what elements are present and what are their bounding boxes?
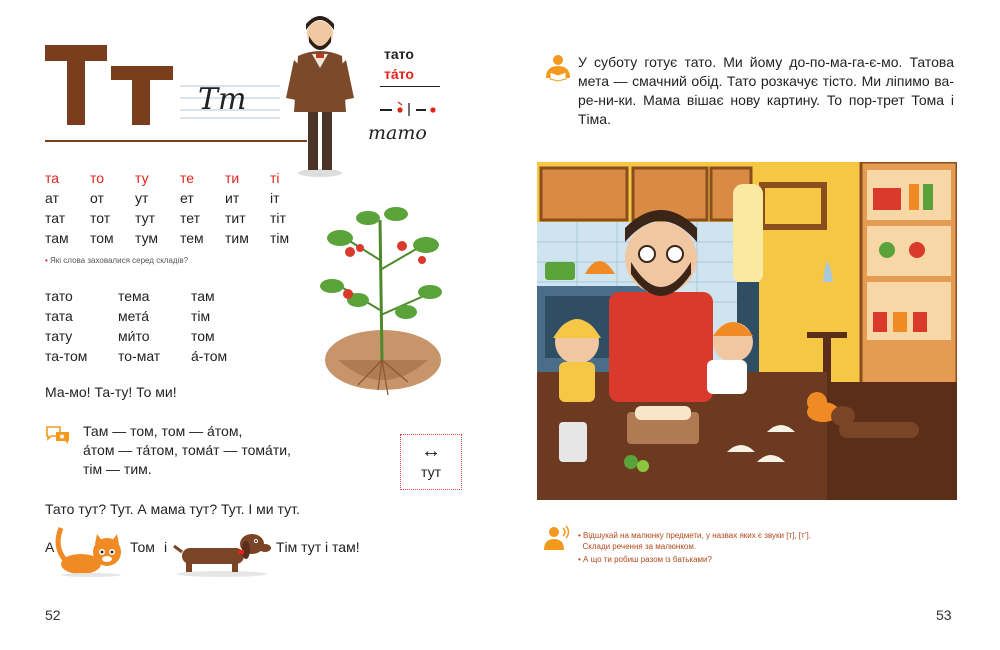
father-illustration <box>280 8 360 178</box>
syllable-row <box>45 208 315 228</box>
syllable: ті <box>270 170 280 186</box>
syllable: то <box>90 170 105 186</box>
word-item: мета́ <box>118 308 149 324</box>
syllable: ит <box>225 190 240 206</box>
syllable: ат <box>45 190 59 206</box>
page-number-left: 52 <box>45 607 61 623</box>
page-number-right: 53 <box>936 607 952 623</box>
syllable-scheme <box>378 100 438 118</box>
syllable-row <box>45 188 315 208</box>
word-item: ми́то <box>118 328 150 344</box>
syllable: те <box>180 170 195 186</box>
syllable: том <box>90 230 114 246</box>
syllable: тат <box>45 210 66 226</box>
word-tato-stressed: та́то <box>384 66 414 82</box>
word-item: тату <box>45 328 73 344</box>
word-item: там <box>191 288 215 304</box>
title-underline <box>45 140 307 142</box>
rebus-end: Тім тут і там! <box>276 539 360 555</box>
syllable: тіт <box>270 210 286 226</box>
story-text: У суботу готує тато. Ми йому до-по-ма-га-є-мо. Татова мета — смачний обід. Тато розкачує тісто. Ми ліпимо ва-ре-ни-ки. Мама вішає нову картину. То пор-трет Тома і Тіма. <box>578 54 954 127</box>
word-item: тата <box>45 308 73 324</box>
kitchen-illustration <box>537 162 957 500</box>
syllable: тут <box>135 210 155 226</box>
task-3: • А що ти робиш разом із батьками? <box>578 555 712 564</box>
syllable: тім <box>270 230 290 246</box>
speech-bubble-icon <box>45 424 71 446</box>
word-item: том <box>191 328 215 344</box>
syllable: тим <box>225 230 249 246</box>
letter-t-print <box>45 40 175 135</box>
syllable: ти <box>225 170 240 186</box>
tomato-plant-illustration <box>318 200 448 400</box>
listening-person-icon <box>543 524 571 552</box>
syllable: тит <box>225 210 246 226</box>
word-grid <box>45 286 264 366</box>
syllable: тум <box>135 230 159 246</box>
tut-word: тут <box>421 464 441 480</box>
dog-illustration <box>172 522 272 578</box>
cat-illustration <box>55 518 127 578</box>
syllable: тот <box>90 210 111 226</box>
task-instructions <box>578 530 811 565</box>
hidden-words-note: • Які слова заховалися серед складів? <box>45 256 189 265</box>
pair-line: тім — тим. <box>83 461 152 477</box>
reading-person-icon <box>543 52 573 82</box>
exclamation-line: Ма-мо! Та-ту! То ми! <box>45 384 177 400</box>
rebus-tom: Том <box>130 539 155 555</box>
syllable-row <box>45 228 315 248</box>
word-item: тема <box>118 288 150 304</box>
word-item: то-мат <box>118 348 161 364</box>
word-item: а́-том <box>191 348 228 364</box>
letter-t-cursive: Тт <box>198 82 247 117</box>
sentence-line: Тато тут? Тут. А мама тут? Тут. І ми тут. <box>45 501 300 517</box>
task-1: • Відшукай на малюнку предмети, у назвах яких є звуки [т], [т’]. <box>578 531 811 540</box>
syllable: там <box>45 230 69 246</box>
task-2: Склади речення за малюнком. <box>582 542 697 551</box>
syllable: іт <box>270 190 280 206</box>
syllable: тем <box>180 230 204 246</box>
word-cursive: тато <box>368 122 427 144</box>
syllable: та <box>45 170 60 186</box>
tut-reversal-box <box>400 434 462 490</box>
pair-line: а́том — та́том, тома́т — тома́ти, <box>83 442 291 458</box>
word-item: тато <box>45 288 73 304</box>
rebus-a: А <box>45 539 55 555</box>
syllable-table <box>45 168 315 248</box>
syllable: ту <box>135 170 149 186</box>
word-item: та-том <box>45 348 88 364</box>
syllable: тет <box>180 210 200 226</box>
word-underline <box>380 86 440 87</box>
syllable-row <box>45 168 315 188</box>
pair-line: Там — том, том — а́том, <box>83 423 243 439</box>
word-item: тім <box>191 308 211 324</box>
word-tato: тато <box>384 46 414 62</box>
syllable: от <box>90 190 104 206</box>
rebus-i: і <box>164 539 168 555</box>
syllable: ут <box>135 190 149 206</box>
double-arrow-icon: ↔ <box>421 440 441 462</box>
word-pairs <box>83 422 291 479</box>
syllable: ет <box>180 190 194 206</box>
